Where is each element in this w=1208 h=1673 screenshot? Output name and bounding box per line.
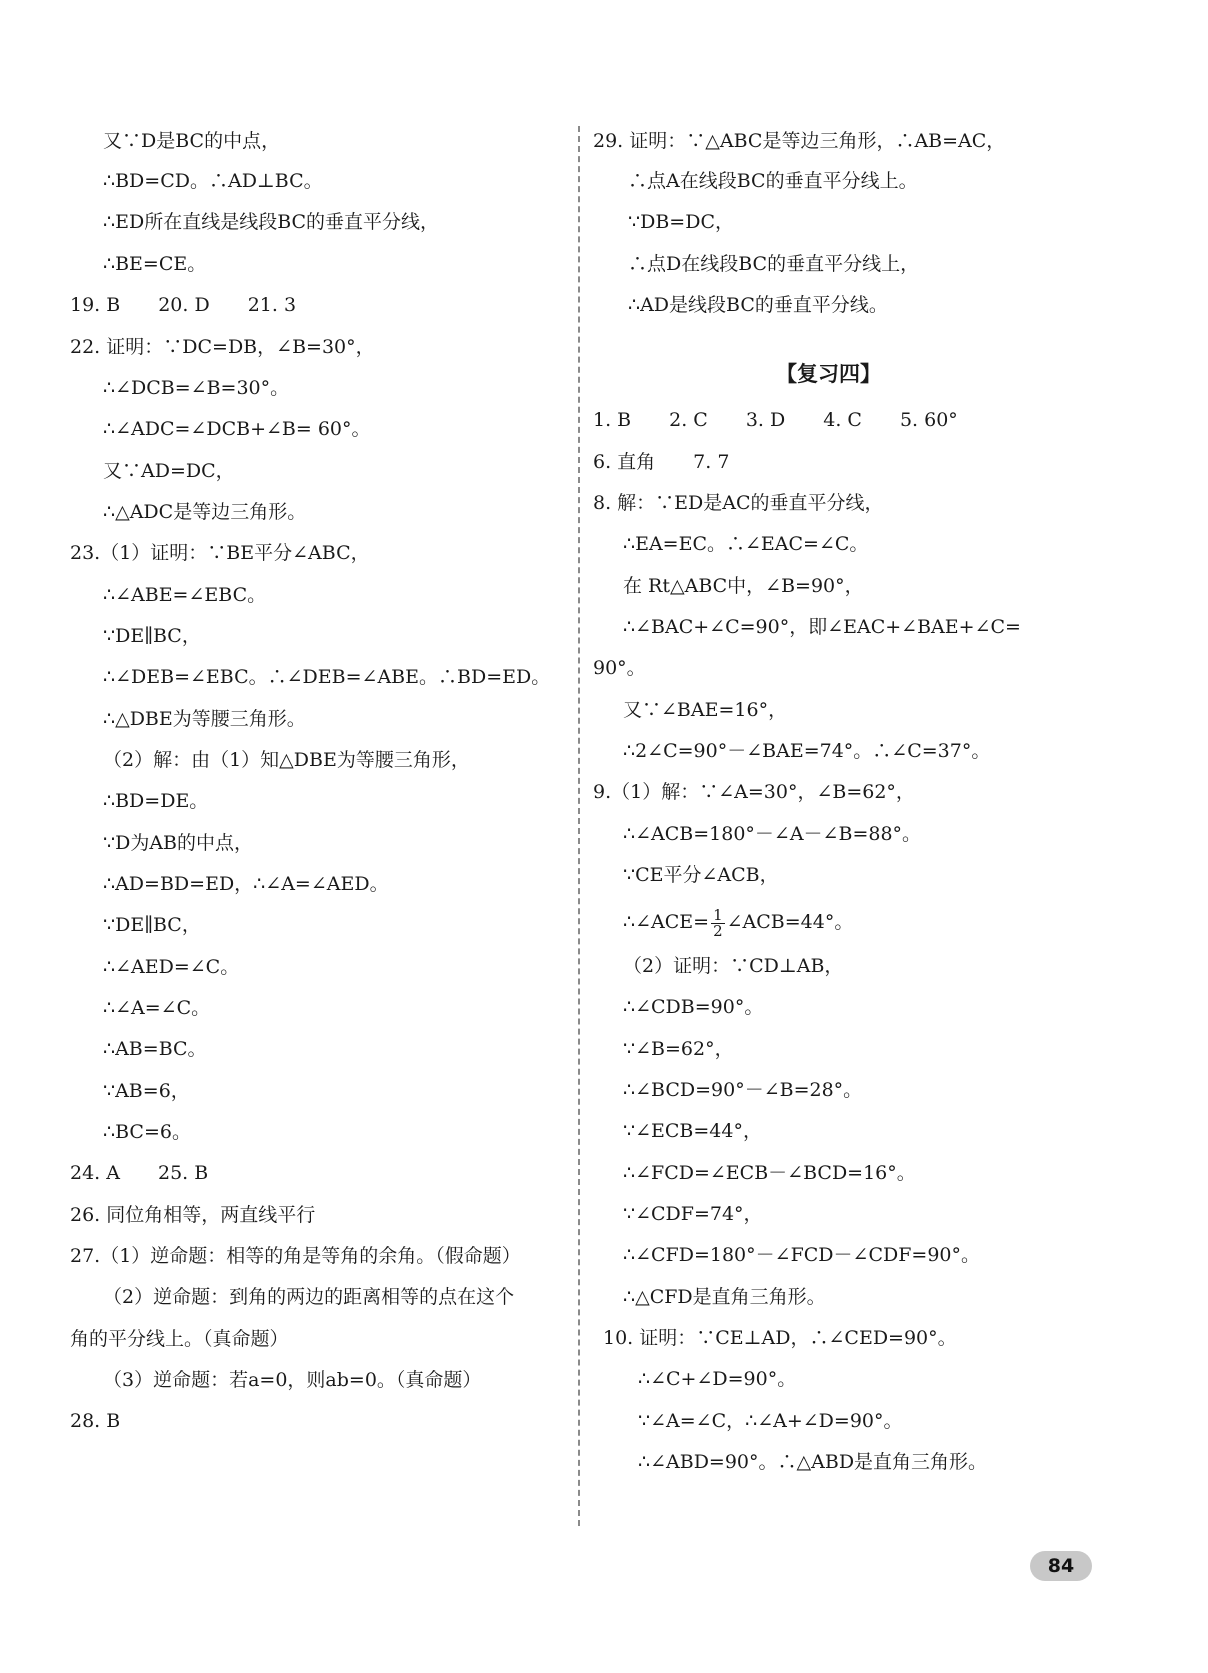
- text-line: 在 Rt△ABC中，∠B=90°，: [623, 575, 864, 597]
- text-line: ∴BC=6。: [103, 1121, 191, 1143]
- fraction-denominator: 2: [713, 921, 723, 940]
- text-line: ∴∠DEB=∠EBC。∴∠DEB=∠ABE。∴BD=ED。: [103, 666, 551, 688]
- problem-9-start: 9.（1）解：∵∠A=30°，∠B=62°，: [593, 781, 915, 803]
- answer-row: 24. A 25. B: [70, 1162, 209, 1184]
- text-line: ∵CE平分∠ACB，: [623, 864, 779, 886]
- problem-29-start: 29. 证明：∵△ABC是等边三角形，∴AB=AC，: [593, 130, 1006, 152]
- text-line: ∴∠AED=∠C。: [103, 956, 240, 978]
- text-line: ∴BD=CD。∴AD⊥BC。: [103, 170, 323, 192]
- text-line: ∴△DBE为等腰三角形。: [103, 708, 306, 730]
- text-line: ∴∠CDB=90°。: [623, 996, 764, 1018]
- text-line: ∴∠ABD=90°。∴△ABD是直角三角形。: [638, 1451, 988, 1473]
- text-line: 又∵D是BC的中点，: [103, 130, 281, 152]
- text-line: （2）逆命题：到角的两边的距离相等的点在这个: [103, 1286, 515, 1308]
- column-divider: [578, 126, 580, 1526]
- problem-28: 28. B: [70, 1410, 121, 1432]
- text-line: ∴△CFD是直角三角形。: [623, 1286, 826, 1308]
- text-line: ∴∠A=∠C。: [103, 997, 211, 1019]
- text-line: ∴∠DCB=∠B=30°。: [103, 377, 290, 399]
- text-line: ∴∠FCD=∠ECB－∠BCD=16°。: [623, 1162, 916, 1184]
- text-line: ∵DB=DC，: [628, 211, 734, 233]
- text-line: 角的平分线上。（真命题）: [70, 1328, 289, 1350]
- text-line: ∴AD=BD=ED，∴∠A=∠AED。: [103, 873, 389, 895]
- text-line: ∵AB=6，: [103, 1080, 190, 1102]
- fraction-prefix: ∴∠ACE=: [623, 911, 710, 933]
- text-line: ∴AB=BC。: [103, 1038, 207, 1060]
- problem-26: 26. 同位角相等，两直线平行: [70, 1204, 316, 1226]
- text-line: ∴∠ACB=180°－∠A－∠B=88°。: [623, 823, 922, 845]
- text-line: （3）逆命题：若a=0，则ab=0。（真命题）: [103, 1369, 482, 1391]
- answer-row: 19. B 20. D 21. 3: [70, 294, 297, 316]
- answer-row: 6. 直角 7. 7: [593, 451, 730, 473]
- text-line: ∴ED所在直线是线段BC的垂直平分线，: [103, 211, 440, 233]
- text-line: 又∵∠BAE=16°，: [623, 699, 788, 721]
- text-line: ∴∠C+∠D=90°。: [638, 1368, 797, 1390]
- text-line: ∵∠B=62°，: [623, 1038, 734, 1060]
- text-line: ∴∠ABE=∠EBC。: [103, 584, 267, 606]
- text-line: ∴∠CFD=180°－∠FCD－∠CDF=90°。: [623, 1244, 980, 1266]
- text-line: 90°。: [593, 657, 646, 679]
- text-line: 又∵AD=DC，: [103, 460, 235, 482]
- text-line: ∵DE∥BC，: [103, 625, 201, 647]
- text-line: ∴∠ADC=∠DCB+∠B= 60°。: [103, 418, 371, 440]
- fraction-suffix: ∠ACB=44°。: [726, 911, 854, 933]
- text-line: ∵∠A=∠C，∴∠A+∠D=90°。: [638, 1410, 903, 1432]
- text-line: ∴∠BAC+∠C=90°，即∠EAC+∠BAE+∠C=: [623, 616, 1021, 638]
- problem-22-start: 22. 证明：∵DC=DB，∠B=30°，: [70, 336, 375, 358]
- fraction-line: [623, 902, 853, 942]
- text-line: ∴AD是线段BC的垂直平分线。: [628, 294, 888, 316]
- text-line: ∴BD=DE。: [103, 790, 209, 812]
- problem-10-start: 10. 证明：∵CE⊥AD，∴∠CED=90°。: [603, 1327, 957, 1349]
- problem-8-start: 8. 解：∵ED是AC的垂直平分线，: [593, 492, 884, 514]
- text-line: ∴BE=CE。: [103, 253, 207, 275]
- fraction: [711, 905, 725, 940]
- section-heading: 【复习四】: [776, 361, 881, 386]
- fraction-numerator: 1: [713, 905, 723, 924]
- text-line: ∴EA=EC。∴∠EAC=∠C。: [623, 533, 869, 555]
- text-line: ∵D为AB的中点，: [103, 832, 254, 854]
- text-line: ∵∠ECB=44°，: [623, 1120, 762, 1142]
- text-line: （2）解：由（1）知△DBE为等腰三角形，: [103, 749, 470, 771]
- text-line: ∴△ADC是等边三角形。: [103, 501, 307, 523]
- page-number: 84: [1030, 1551, 1092, 1581]
- text-line: ∴∠BCD=90°－∠B=28°。: [623, 1079, 863, 1101]
- text-line: （2）证明：∵CD⊥AB，: [623, 955, 844, 977]
- text-line: ∵DE∥BC，: [103, 914, 201, 936]
- text-line: ∵∠CDF=74°，: [623, 1203, 763, 1225]
- problem-27-start: 27.（1）逆命题：相等的角是等角的余角。（假命题）: [70, 1245, 521, 1267]
- answer-row: 1. B 2. C 3. D 4. C 5. 60°: [593, 409, 958, 431]
- text-line: ∴点A在线段BC的垂直平分线上。: [628, 170, 918, 192]
- text-line: ∴点D在线段BC的垂直平分线上，: [628, 253, 920, 275]
- problem-23-start: 23.（1）证明：∵BE平分∠ABC，: [70, 542, 370, 564]
- text-line: ∴2∠C=90°－∠BAE=74°。∴∠C=37°。: [623, 740, 991, 762]
